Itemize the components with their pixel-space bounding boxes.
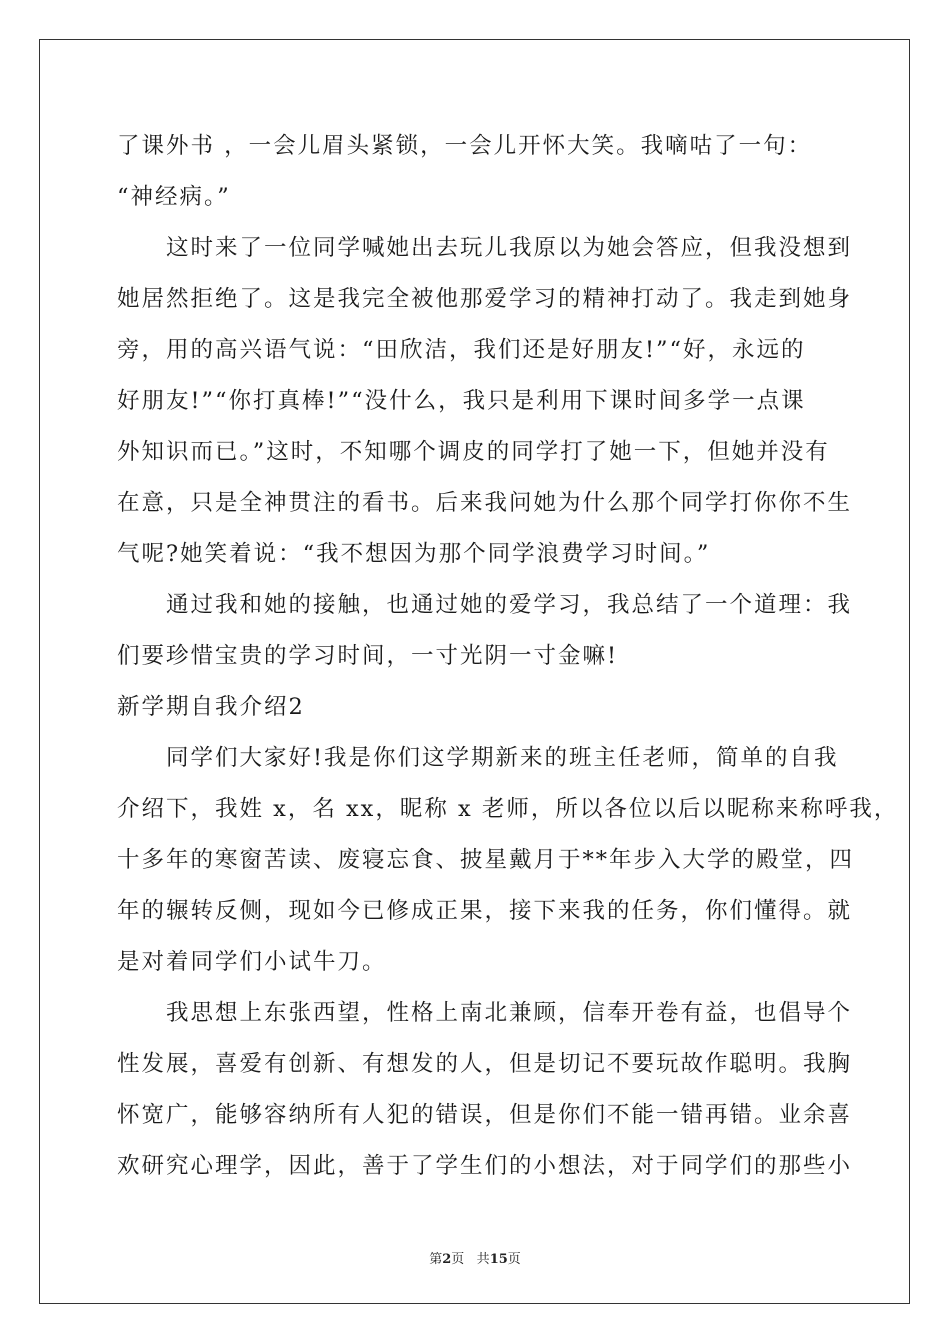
page-prefix: 第 [429,1252,443,1267]
text-line: 我思想上东张西望，性格上南北兼顾，信奉开卷有益，也倡导个 [117,1000,853,1026]
text-line: 旁，用的高兴语气说：“田欣洁，我们还是好朋友!”“好，永远的 [117,337,806,363]
page-number: 2 [442,1252,452,1267]
text-line: 在意，只是全神贯注的看书。后来我问她为什么那个同学打你你不生 [117,490,853,516]
text-line: 好朋友!”“你打真棒!”“没什么，我只是利用下课时间多学一点课 [117,388,806,414]
total-pages: 15 [489,1252,508,1267]
text-line: 性发展，喜爱有创新、有想发的人，但是切记不要玩故作聪明。我胸 [117,1051,853,1077]
text-line: 们要珍惜宝贵的学习时间，一寸光阴一寸金嘛! [117,643,619,669]
text-line: 她居然拒绝了。这是我完全被他那爱学习的精神打动了。我走到她身 [117,286,853,312]
text-line: 介绍下，我姓 x，名 xx，昵称 x 老师，所以各位以后以昵称来称呼我， [117,796,899,822]
text-line: 外知识而已。”这时，不知哪个调皮的同学打了她一下，但她并没有 [117,439,830,465]
text-line: 是对着同学们小试牛刀。 [117,949,387,975]
text-line: 气呢?她笑着说：“我不想因为那个同学浪费学习时间。” [117,541,711,567]
document-body [117,121,899,1192]
page-footer [0,1248,950,1267]
text-line: 年的辗转反侧，现如今已修成正果，接下来我的任务，你们懂得。就 [117,898,853,924]
total-unit: 页 [507,1252,521,1267]
text-line: 怀宽广，能够容纳所有人犯的错误，但是你们不能一错再错。业余喜 [117,1102,853,1128]
text-line: 同学们大家好!我是你们这学期新来的班主任老师，简单的自我 [117,745,839,771]
text-line: 了课外书 ，一会儿眉头紧锁，一会儿开怀大笑。我嘀咕了一句： [117,133,813,159]
text-line: 这时来了一位同学喊她出去玩儿我原以为她会答应，但我没想到 [117,235,853,261]
total-prefix: 共 [476,1252,490,1267]
text-line: “神经病。” [117,184,231,210]
text-line: 十多年的寒窗苦读、废寝忘食、披星戴月于**年步入大学的殿堂，四 [117,847,855,873]
text-line: 欢研究心理学，因此，善于了学生们的小想法，对于同学们的那些小 [117,1153,853,1179]
text-line: 通过我和她的接触，也通过她的爱学习，我总结了一个道理：我 [117,592,853,618]
section-heading: 新学期自我介绍2 [117,694,305,720]
page-unit: 页 [451,1252,465,1267]
